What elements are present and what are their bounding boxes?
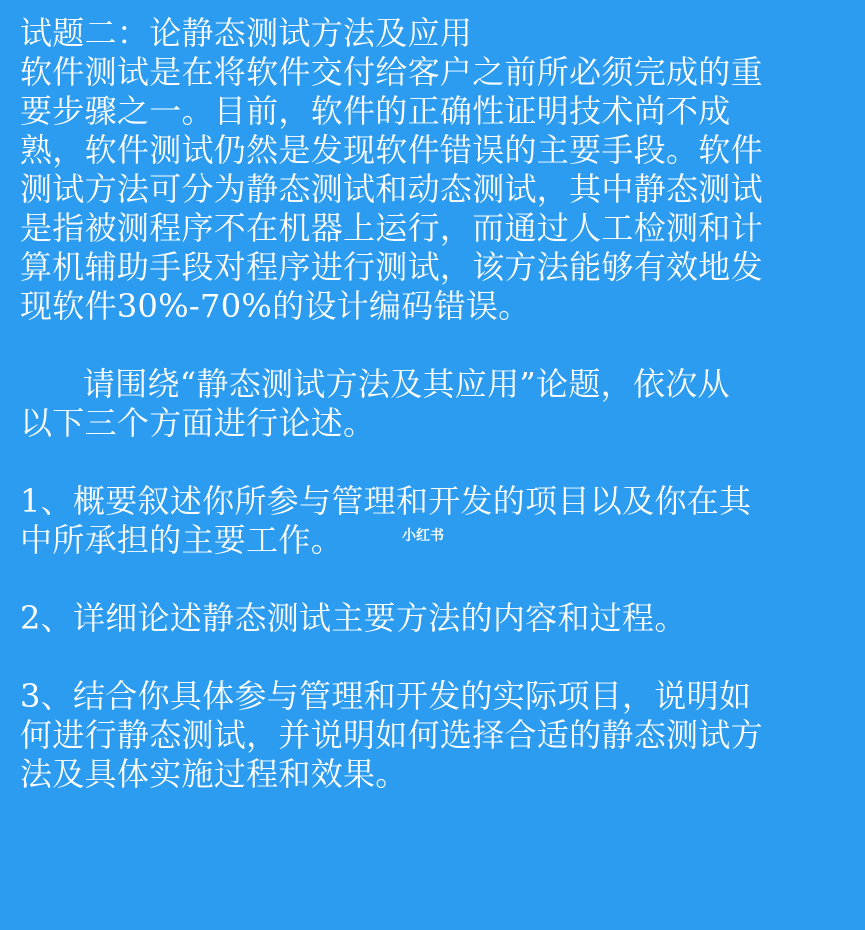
requirement-line: 何进行静态测试，并说明如何选择合适的静态测试方	[20, 716, 763, 754]
requirement-line: 法及具体实施过程和效果。	[20, 755, 408, 793]
paragraph-spacer	[20, 560, 832, 599]
prompt-paragraph	[20, 365, 832, 443]
intro-paragraph	[20, 53, 832, 326]
essay-question-document	[20, 14, 832, 794]
paragraph-spacer	[20, 326, 832, 365]
intro-line: 现软件30%-70%的设计编码错误。	[20, 287, 531, 325]
watermark-logo: 小红书	[402, 528, 444, 544]
requirement-item-3	[20, 677, 832, 794]
prompt-line: 以下三个方面进行论述。	[20, 404, 376, 442]
question-title: 试题二：论静态测试方法及应用	[20, 14, 473, 52]
intro-line: 测试方法可分为静态测试和动态测试，其中静态测试	[20, 170, 763, 208]
requirement-line: 3、结合你具体参与管理和开发的实际项目，说明如	[20, 677, 752, 715]
intro-line: 软件测试是在将软件交付给客户之前所必须完成的重	[20, 53, 763, 91]
intro-line: 要步骤之一。目前，软件的正确性证明技术尚不成	[20, 92, 731, 130]
intro-line: 算机辅助手段对程序进行测试，该方法能够有效地发	[20, 248, 763, 286]
intro-line: 熟，软件测试仍然是发现软件错误的主要手段。软件	[20, 131, 763, 169]
requirement-line: 中所承担的主要工作。	[20, 521, 344, 559]
paragraph-spacer	[20, 443, 832, 482]
requirement-line: 1、概要叙述你所参与管理和开发的项目以及你在其	[20, 482, 752, 520]
intro-line: 是指被测程序不在机器上运行，而通过人工检测和计	[20, 209, 763, 247]
requirement-item-2	[20, 599, 832, 638]
requirement-line: 2、详细论述静态测试主要方法的内容和过程。	[20, 599, 687, 637]
prompt-line: 请围绕“静态测试方法及其应用”论题，依次从	[20, 365, 730, 403]
requirement-item-1	[20, 482, 832, 560]
paragraph-spacer	[20, 638, 832, 677]
